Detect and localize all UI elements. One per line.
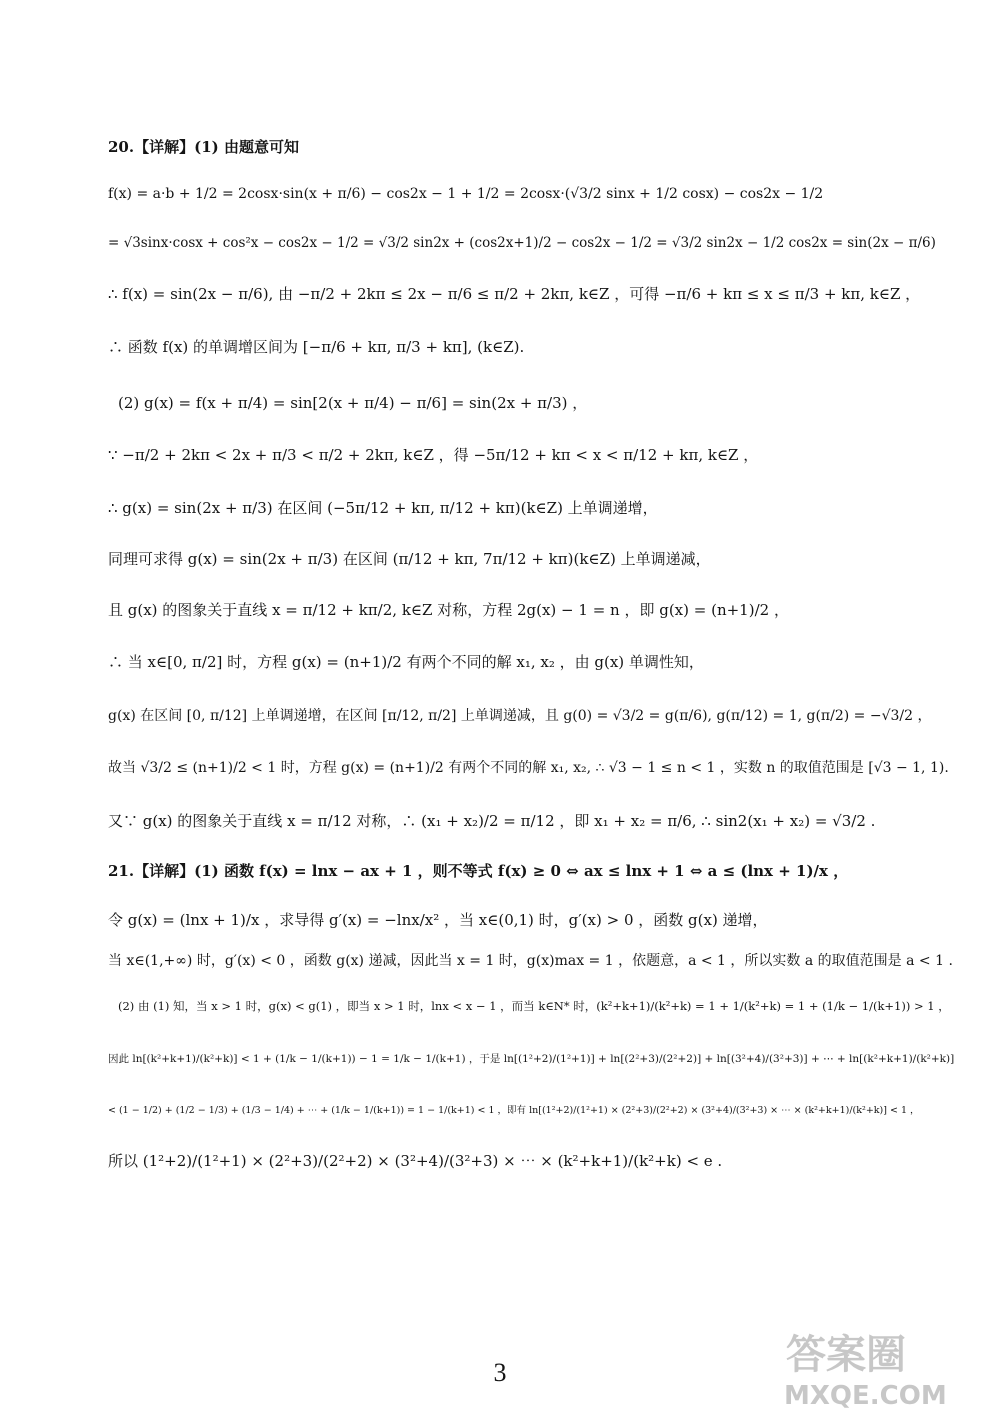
watermark-logo: [778, 1322, 978, 1410]
q21-line-1: 令 g(x) = (lnx + 1)/x ，求导得 g′(x) = −lnx/x² ，当 x∈(0,1) 时，g′(x) > 0 ，函数 g(x) 递增，: [108, 911, 768, 929]
watermark-logo-text: 答案圈: [786, 1332, 906, 1378]
q20-line-13: 又∵ g(x) 的图象关于直线 x = π/12 对称，∴ (x₁ + x₂)/2 = π/12 ，即 x₁ + x₂ = π/6, ∴ sin2(x₁ + x₂) = √3/2 .: [108, 812, 876, 830]
q20-line-8: 同理可求得 g(x) = sin(2x + π/3) 在区间 (π/12 + kπ, 7π/12 + kπ)(k∈Z) 上单调递减，: [108, 550, 711, 568]
watermark-logo-icon: [786, 1332, 906, 1378]
q20-line-10: ∴ 当 x∈[0, π/2] 时，方程 g(x) = (n+1)/2 有两个不同的解 x₁, x₂ ，由 g(x) 单调性知，: [108, 653, 704, 671]
q20-line-6: ∵ −π/2 + 2kπ < 2x + π/3 < π/2 + 2kπ, k∈Z ，得 −5π/12 + kπ < x < π/12 + kπ, k∈Z ，: [108, 446, 759, 464]
q21-header: 21.【详解】(1) 函数 f(x) = lnx − ax + 1 ，则不等式 f(x) ≥ 0 ⇔ ax ≤ lnx + 1 ⇔ a ≤ (lnx + 1)/x ，: [108, 862, 849, 880]
watermark-site-text: MXQE.COM: [784, 1381, 947, 1410]
q20-line-5: (2) g(x) = f(x + π/4) = sin[2(x + π/4) − π/6] = sin(2x + π/3) ，: [118, 394, 588, 412]
q20-line-9: 且 g(x) 的图象关于直线 x = π/12 + kπ/2, k∈Z 对称，方程 2g(x) − 1 = n ，即 g(x) = (n+1)/2 ，: [108, 601, 789, 619]
q21-line-2: 当 x∈(1,+∞) 时，g′(x) < 0 ，函数 g(x) 递减，因此当 x = 1 时，g(x)max = 1 ，依题意，a < 1 ，所以实数 a 的取值范围是 a < 1 .: [108, 953, 953, 969]
q21-line-6: 所以 (1²+2)/(1²+1) × (2²+3)/(2²+2) × (3²+4)/(3²+3) × ⋯ × (k²+k+1)/(k²+k) < e .: [108, 1152, 723, 1170]
q20-line-1: f(x) = a·b + 1/2 = 2cosx·sin(x + π/6) − cos2x − 1 + 1/2 = 2cosx·(√3/2 sinx + 1/2 cosx) − cos2x − 1/2: [108, 186, 824, 202]
q21-line-4: 因此 ln[(k²+k+1)/(k²+k)] < 1 + (1/k − 1/(k+1)) − 1 = 1/k − 1/(k+1) ，于是 ln[(1²+2)/(1²+1)] + ln[(2²+3)/(2²+2)] + ln[(3²+4)/(3²+3)] + ⋯ + ln[(k²+k+1)/(k²+k)]: [108, 1053, 955, 1065]
q20-line-12: 故当 √3/2 ≤ (n+1)/2 < 1 时，方程 g(x) = (n+1)/2 有两个不同的解 x₁, x₂, ∴ √3 − 1 ≤ n < 1 ，实数 n 的取值范围是 [√3 − 1, 1).: [108, 760, 949, 776]
q20-header: 20.【详解】(1) 由题意可知: [108, 138, 299, 156]
q20-line-3: ∴ f(x) = sin(2x − π/6), 由 −π/2 + 2kπ ≤ 2x − π/6 ≤ π/2 + 2kπ, k∈Z ，可得 −π/6 + kπ ≤ x ≤ π/3 + kπ, k∈Z ，: [108, 285, 921, 303]
q20-line-4: ∴ 函数 f(x) 的单调增区间为 [−π/6 + kπ, π/3 + kπ], (k∈Z).: [108, 338, 525, 356]
page-number: 3: [493, 1358, 507, 1387]
q20-line-11: g(x) 在区间 [0, π/12] 上单调递增，在区间 [π/12, π/2] 上单调递减，且 g(0) = √3/2 = g(π/6), g(π/12) = 1, g(π/2) = −√3/2 ，: [108, 708, 932, 724]
q20-line-7: ∴ g(x) = sin(2x + π/3) 在区间 (−5π/12 + kπ, π/12 + kπ)(k∈Z) 上单调递增，: [108, 499, 658, 517]
q21-line-5: < (1 − 1/2) + (1/2 − 1/3) + (1/3 − 1/4) + ⋯ + (1/k − 1/(k+1)) = 1 − 1/(k+1) < 1 ，即有 ln[(1²+2)/(1²+1) × (2²+3)/(2²+2) × (3²+4)/(3²+3) × ⋯ × (k²+k+1)/(k²+k)] < 1 ，: [108, 1105, 920, 1116]
q20-line-2: = √3sinx·cosx + cos²x − cos2x − 1/2 = √3/2 sin2x + (cos2x+1)/2 − cos2x − 1/2 = √3/2 sin2x − 1/2 cos2x = sin(2x − π/6): [108, 235, 936, 251]
q21-line-3: (2) 由 (1) 知，当 x > 1 时，g(x) < g(1) ，即当 x > 1 时，lnx < x − 1 ，而当 k∈N* 时，(k²+k+1)/(k²+k) = 1 + 1/(k²+k) = 1 + (1/k − 1/(k+1)) > 1 ，: [118, 999, 950, 1013]
